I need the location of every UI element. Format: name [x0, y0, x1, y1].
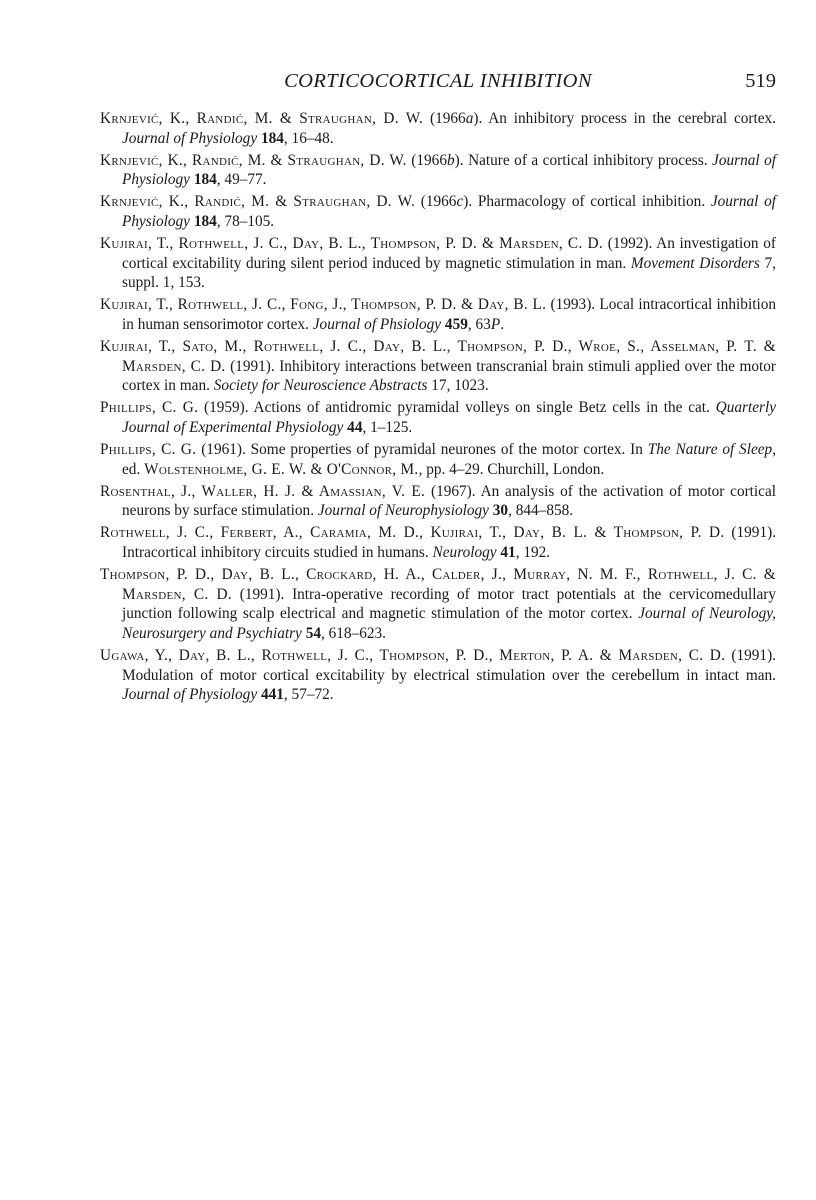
- reference-title: Nature of a cortical inhibitory process.: [468, 151, 708, 169]
- reference-editors: Wolstenholme, G. E. W. & O'Connor, M.: [144, 460, 419, 478]
- reference-item: [100, 151, 776, 190]
- reference-year-close: ).: [454, 151, 464, 169]
- reference-pages: , 63: [467, 315, 491, 333]
- reference-year: (1992).: [607, 235, 653, 253]
- reference-item: [100, 398, 776, 437]
- reference-authors: Phillips, C. G.: [100, 441, 197, 458]
- reference-year: (1991).: [239, 585, 285, 603]
- reference-pages-suffix: P: [490, 315, 501, 333]
- reference-item: [100, 192, 776, 231]
- reference-editor-prefix: , ed.: [122, 441, 777, 478]
- reference-pages: , 844–858.: [508, 502, 574, 520]
- reference-pages: , 57–72.: [283, 686, 334, 704]
- reference-volume: 54: [305, 624, 321, 642]
- reference-pages-end: .: [500, 315, 505, 333]
- reference-journal: Society for Neuroscience Abstracts: [213, 377, 428, 395]
- reference-journal: Journal of Physiology: [122, 193, 776, 230]
- reference-volume: 7: [764, 254, 773, 272]
- page-number: 519: [745, 70, 776, 92]
- reference-title: Inhibitory interactions between transcranial brain stimuli applied over the motor cortex in man.: [122, 357, 776, 395]
- reference-item: [100, 565, 776, 643]
- reference-publisher: , pp. 4–29. Churchill, London.: [418, 460, 605, 478]
- reference-pages: , 16–48.: [283, 129, 334, 147]
- reference-volume: 459: [444, 315, 468, 333]
- reference-authors: Ugawa, Y., Day, B. L., Rothwell, J. C., Thompson, P. D., Merton, P. A. & Marsden, C. D.: [100, 646, 726, 664]
- reference-year: (1993).: [550, 296, 596, 314]
- reference-authors: Kujirai, T., Sato, M., Rothwell, J. C., Day, B. L., Thompson, P. D., Wroe, S., Asselman, P. T. & Marsden, C. D.: [100, 338, 776, 375]
- reference-year: (1966: [429, 110, 466, 127]
- reference-title: Intra-operative recording of motor tract potentials at the cervicomedullary junction following scalp electrical and magnetic stimulation of the motor cortex.: [122, 585, 777, 623]
- running-head: [100, 68, 776, 96]
- reference-journal: Journal of Physiology: [122, 129, 258, 147]
- reference-authors: Phillips, C. G.: [100, 399, 199, 417]
- reference-authors: Kujirai, T., Rothwell, J. C., Day, B. L., Thompson, P. D. & Marsden, C. D.: [100, 235, 604, 253]
- reference-journal: Neurology: [432, 543, 497, 561]
- reference-volume: 30: [492, 502, 509, 520]
- reference-item: [100, 440, 776, 479]
- reference-journal: Journal of Neurology, Neurosurgery and Psychiatry: [122, 605, 777, 642]
- reference-journal: Movement Disorders: [630, 254, 760, 272]
- reference-pages: , suppl. 1, 153.: [122, 254, 776, 292]
- reference-year-close: ).: [463, 193, 473, 211]
- reference-pages: , 618–623.: [320, 624, 386, 642]
- reference-title: Actions of antidromic pyramidal volleys on single Betz cells in the cat.: [253, 399, 710, 417]
- reference-volume: 441: [260, 686, 284, 704]
- reference-item: [100, 234, 776, 293]
- reference-pages: , 49–77.: [216, 171, 267, 189]
- reference-title: Some properties of pyramidal neurones of the motor cortex. In: [250, 441, 643, 458]
- reference-item: [100, 523, 776, 562]
- reference-journal: Quarterly Journal of Experimental Physiology: [122, 399, 776, 436]
- reference-year: (1991).: [230, 357, 275, 375]
- reference-volume: 184: [193, 212, 217, 230]
- reference-journal: Journal of Neurophysiology: [317, 502, 489, 520]
- reference-year: (1959).: [203, 399, 249, 417]
- reference-title: An analysis of the activation of motor cortical neurons by surface stimulation.: [122, 482, 777, 520]
- reference-item: [100, 337, 776, 396]
- reference-journal: Journal of Physiology: [122, 151, 777, 189]
- reference-volume: 184: [193, 171, 217, 189]
- reference-title: Local intracortical inhibition in human sensorimotor cortex.: [122, 296, 777, 333]
- reference-journal: Journal of Physiology: [122, 686, 258, 704]
- reference-volume: 44: [347, 418, 363, 436]
- reference-volume: 17: [431, 377, 447, 395]
- reference-item: [100, 109, 776, 148]
- reference-item: [100, 646, 776, 705]
- reference-pages: , 78–105.: [216, 212, 275, 230]
- reference-pages: , 1023.: [446, 377, 489, 395]
- running-title: CORTICOCORTICAL INHIBITION: [284, 70, 592, 92]
- reference-year-suffix: a: [465, 110, 474, 127]
- reference-authors: Thompson, P. D., Day, B. L., Crockard, H. A., Calder, J., Murray, N. M. F., Rothwell, J. C. & Marsden, C. D.: [100, 566, 776, 603]
- reference-authors: Krnjević, K., Randić, M. & Straughan, D. W.: [100, 151, 407, 169]
- reference-authors: Rothwell, J. C., Ferbert, A., Caramia, M. D., Kujirai, T., Day, B. L. & Thompson, P. D.: [100, 524, 725, 542]
- reference-title: An inhibitory process in the cerebral cortex.: [488, 110, 776, 127]
- reference-year: (1991).: [731, 646, 776, 664]
- reference-authors: Kujirai, T., Rothwell, J. C., Fong, J., Thompson, P. D. & Day, B. L.: [100, 296, 547, 314]
- reference-journal: Journal of Phsiology: [312, 315, 442, 333]
- reference-pages: , 1–125.: [362, 418, 413, 436]
- reference-authors: Rosenthal, J., Waller, H. J. & Amassian, V. E.: [100, 482, 426, 500]
- reference-item: [100, 482, 776, 521]
- reference-authors: Krnjević, K., Randić, M. & Straughan, D. W.: [100, 110, 424, 127]
- reference-volume: 184: [260, 129, 284, 147]
- reference-year: (1966: [420, 193, 457, 211]
- reference-item: [100, 295, 776, 334]
- reference-year-close: ).: [473, 110, 483, 127]
- reference-pages: , 192.: [515, 543, 551, 561]
- reference-year: (1966: [411, 151, 447, 169]
- reference-year: (1991).: [731, 524, 777, 542]
- reference-year-suffix: c: [456, 193, 464, 211]
- reference-title: Pharmacology of cortical inhibition.: [477, 193, 706, 211]
- reference-year: (1967).: [430, 482, 476, 500]
- reference-year-suffix: b: [446, 151, 455, 169]
- reference-title: An investigation of cortical excitability during silent period induced by magnetic stimulation in man.: [122, 235, 776, 272]
- reference-title: Modulation of motor cortical excitability by electrical stimulation over the cerebellum in intact man.: [122, 666, 776, 684]
- reference-book-title: The Nature of Sleep: [647, 441, 773, 458]
- reference-volume: 41: [500, 543, 516, 561]
- reference-year: (1961).: [201, 441, 246, 458]
- reference-authors: Krnjević, K., Randić, M. & Straughan, D. W.: [100, 193, 416, 211]
- reference-title: Intracortical inhibitory circuits studied in humans.: [122, 543, 429, 561]
- reference-list: [100, 109, 776, 707]
